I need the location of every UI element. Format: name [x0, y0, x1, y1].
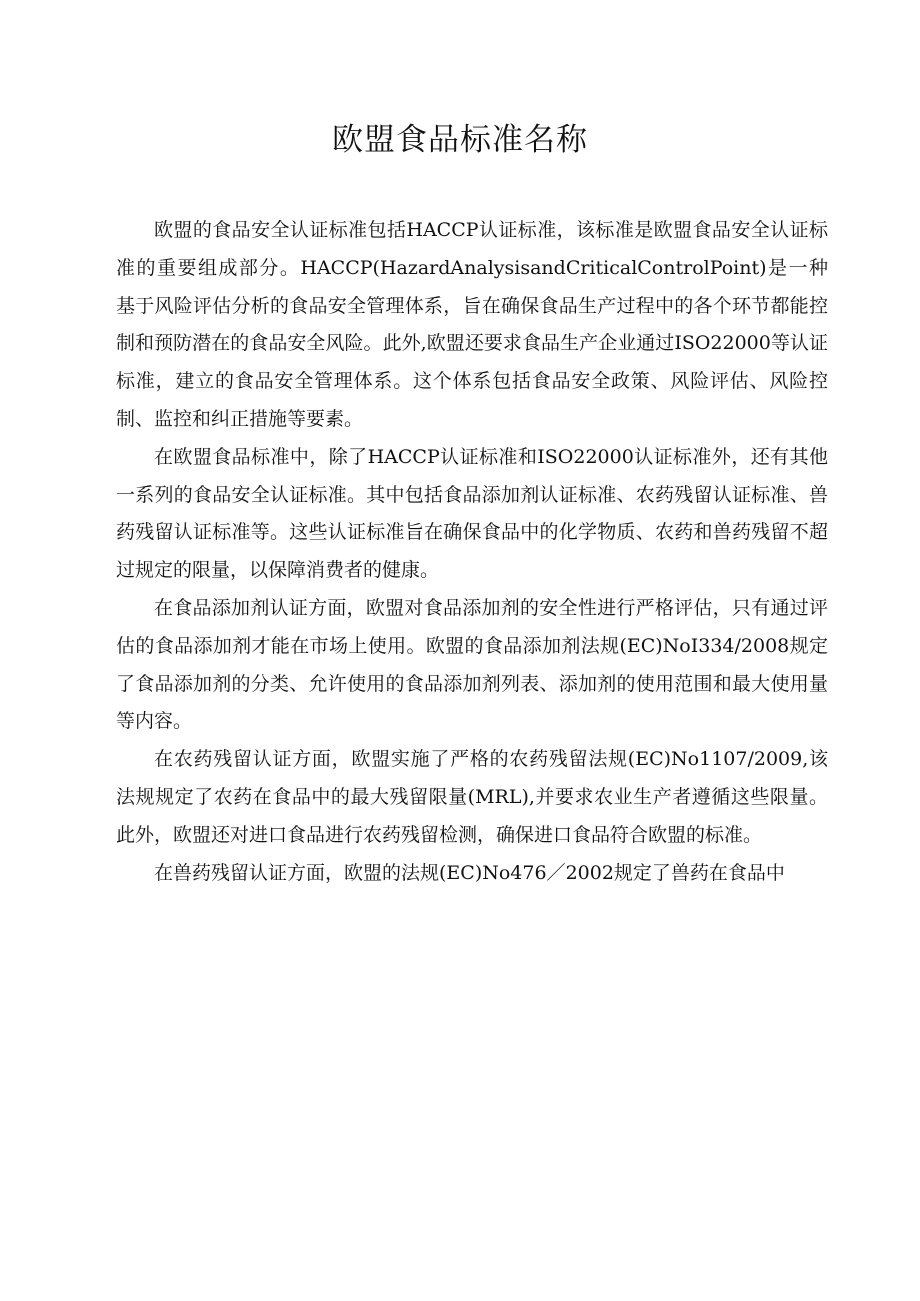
paragraph-veterinary-residues: 在兽药残留认证方面，欧盟的法规(EC)No476／2002规定了兽药在食品中: [154, 861, 785, 884]
paragraph-haccp: 欧盟的食品安全认证标准包括HACCP认证标准，该标准是欧盟食品安全认证标准的重要组成部分。HACCP(HazardAnalysisandCriticalControlPoint)是一种基于风险评估分析的食品安全管理体系，旨在确保食品生产过程中的各个环节都能控制和预防潜在的食品安全风险。此外,欧盟还要求食品生产企业通过ISO22000等认证标准，建立的食品安全管理体系。这个体系包括食品安全政策、风险评估、风险控制、监控和纠正措施等要素。: [116, 219, 828, 430]
paragraph-pesticide-residues: 在农药残留认证方面，欧盟实施了严格的农药残留法规(EC)No1107/2009,该法规规定了农药在食品中的最大残留限量(MRL),并要求农业生产者遵循这些限量。此外，欧盟还对进口食品进行农药残留检测，确保进口食品符合欧盟的标准。: [116, 748, 828, 846]
document-body: [116, 212, 828, 892]
document-title: 欧盟食品标准名称: [332, 122, 588, 158]
paragraph-food-additives: 在食品添加剂认证方面，欧盟对食品添加剂的安全性进行严格评估，只有通过评估的食品添加剂才能在市场上使用。欧盟的食品添加剂法规(EC)NoI334/2008规定了食品添加剂的分类、允许使用的食品添加剂列表、添加剂的使用范围和最大使用量等内容。: [116, 596, 828, 733]
paragraph-other-standards: 在欧盟食品标准中，除了HACCP认证标准和ISO22000认证标准外，还有其他一系列的食品安全认证标准。其中包括食品添加剂认证标准、农药残留认证标准、兽药残留认证标准等。这些认证标准旨在确保食品中的化学物质、农药和兽药残留不超过规定的限量，以保障消费者的健康。: [116, 445, 828, 582]
